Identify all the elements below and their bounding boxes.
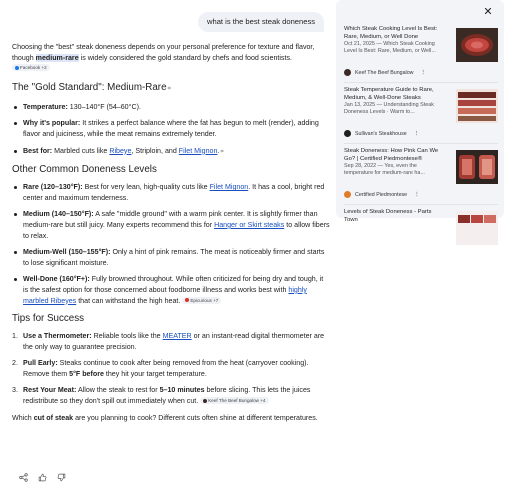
- site-name: Keef The Beef Bungalow: [355, 69, 414, 76]
- item-text: or an instant-read digital thermometer are the only way to guarantee precision.: [23, 332, 325, 351]
- response-actions: [18, 472, 66, 482]
- list-item: [12, 102, 330, 113]
- thumbs-up-button[interactable]: [37, 472, 47, 482]
- link-marbled-ribeyes[interactable]: highly marbled Ribeyes: [23, 285, 307, 305]
- item-text: Only a hint of pink remains. The meat is noticeably firmer and starts to lose significant moisture.: [23, 248, 325, 267]
- item-text: Reliable tools like the: [91, 332, 163, 341]
- item-text: to allow fibers to relax.: [23, 220, 330, 240]
- intro-highlight: medium-rare: [35, 53, 79, 62]
- list-item: [12, 182, 330, 203]
- source-site: [344, 130, 418, 137]
- steak-image: [456, 211, 498, 245]
- link-meater[interactable]: MEATER: [162, 332, 192, 341]
- item-text: .: [217, 146, 220, 155]
- link-hanger-skirt[interactable]: Hanger or Skirt steaks: [214, 220, 285, 229]
- more-icon[interactable]: ⋮: [414, 191, 419, 198]
- source-site: [344, 191, 419, 198]
- item-label: Pull Early:: [23, 359, 58, 368]
- steak-image: [456, 28, 498, 62]
- source-card[interactable]: [344, 83, 498, 144]
- source-snippet: Sep 28, 2022 — Yes, even the temperature for medium-rare ha...: [344, 163, 425, 177]
- list-item: [12, 331, 330, 352]
- link-filet-mignon[interactable]: Filet Mignon: [209, 183, 249, 192]
- source-thumbnail: [456, 211, 498, 245]
- chip-label: Keef The Beef Bungalow +4: [208, 398, 266, 404]
- link-icon[interactable]: ⌗: [167, 85, 171, 92]
- epicurious-icon: [185, 298, 189, 302]
- item-label: Why it's popular:: [23, 119, 81, 128]
- closing-text: Which: [12, 413, 34, 422]
- source-snippet: Oct 21, 2025 — Which Steak Cooking Level Is Best: Rare, Medium, or Well...: [344, 41, 436, 55]
- item-number: 3.: [12, 386, 18, 395]
- source-cards: [344, 22, 498, 266]
- item-label: Best for:: [23, 146, 53, 155]
- item-label: Rare (120–130°F):: [23, 183, 83, 192]
- intro-paragraph: [12, 42, 330, 74]
- item-bold: 5–10 minutes: [159, 386, 205, 395]
- share-icon: [19, 473, 28, 482]
- item-label: Rest Your Meat:: [23, 386, 77, 395]
- close-icon[interactable]: ✕: [483, 6, 493, 18]
- intro-text: Choosing the "best" steak doneness depends on your personal preference for texture and flavor, though: [12, 43, 315, 62]
- source-thumbnail: [456, 28, 498, 62]
- item-bold: 5°F before: [69, 369, 104, 378]
- source-chip-facebook[interactable]: [12, 64, 50, 71]
- item-text: Steaks continue to cook after being removed from the heat (carryover cooking). Remove them: [23, 359, 309, 378]
- item-label: Use a Thermometer:: [23, 332, 92, 341]
- item-text: A safe "middle ground" with a warm pink center. It is slightly firmer than medium-rare but still juicy. Many experts recommend this for: [23, 210, 318, 229]
- link-filet-mignon[interactable]: Filet Mignon: [178, 146, 218, 155]
- gold-list: [12, 102, 330, 157]
- heading-text: The "Gold Standard": Medium-Rare: [12, 81, 167, 93]
- source-chip-keef[interactable]: [200, 397, 268, 404]
- item-text: . It has a cool, bright red center and maximum tenderness.: [23, 183, 325, 202]
- item-text: It strikes a perfect balance where the fat has begun to melt (render), adding flavor and juiciness, while the meat remains extremely tender.: [23, 119, 319, 138]
- source-site: [344, 69, 425, 76]
- source-chip-epicurious[interactable]: [182, 297, 221, 304]
- source-snippet: Jan 13, 2025 — Understanding Steak Doneness Levels · Warm to...: [344, 102, 434, 116]
- source-card[interactable]: [344, 205, 498, 266]
- source-card[interactable]: [344, 22, 498, 83]
- steak-image: [456, 89, 498, 123]
- more-icon[interactable]: ⋮: [420, 69, 426, 76]
- thumbs-down-icon: [57, 473, 66, 482]
- item-text: Best for very lean, high-quality cuts like: [82, 183, 210, 192]
- site-favicon: [344, 69, 351, 76]
- source-card[interactable]: [344, 144, 498, 205]
- list-item: [12, 209, 330, 241]
- gold-standard-heading: [12, 81, 330, 96]
- site-name: Sullivan's Steakhouse: [355, 130, 407, 137]
- source-thumbnail: [456, 89, 498, 123]
- tips-list: [12, 331, 330, 407]
- list-item: [12, 118, 330, 139]
- list-item: [12, 358, 330, 379]
- site-favicon: [344, 191, 351, 198]
- list-item: [12, 247, 330, 268]
- item-text: Marbled cuts like: [52, 146, 110, 155]
- item-label: Well-Done (160°F+):: [23, 275, 90, 284]
- item-text: that can withstand the high heat.: [76, 296, 181, 305]
- item-text: Fully browned throughout. While often criticized for being dry and tough, it is the safest option for those concerned about foodborne illness and works best with: [23, 275, 324, 294]
- more-icon[interactable]: ⋮: [413, 130, 419, 137]
- item-text: they hit your target temperature.: [103, 369, 207, 378]
- thumbs-down-button[interactable]: [56, 472, 66, 482]
- facebook-icon: [15, 66, 19, 70]
- source-title: Steak Doneness: How Pink Can We Go? | Certified Piedmontese®: [344, 148, 439, 162]
- chip-label: Facebook +2: [20, 65, 47, 71]
- item-text: , Striploin, and: [131, 146, 179, 155]
- closing-text-end: are you planning to cook? Different cuts often shine at different temperatures.: [73, 413, 318, 422]
- other-list: [12, 182, 330, 306]
- share-button[interactable]: [18, 472, 28, 482]
- site-name: Certified Piedmontese: [355, 191, 408, 198]
- list-item: [12, 385, 330, 406]
- link-icon[interactable]: ⌗: [220, 148, 224, 155]
- intro-text-end: is widely considered the gold standard by chefs and food scientists.: [78, 53, 292, 62]
- list-item: [12, 274, 330, 306]
- item-number: 1.: [12, 332, 18, 341]
- heading-text: Tips for Success: [12, 313, 85, 325]
- item-text: 130–140°F (54–60°C).: [67, 102, 141, 111]
- heading-text: Other Common Doneness Levels: [12, 164, 157, 176]
- item-text: before slicing. This lets the juices redistribute so they don't spill out immediately when cut.: [23, 386, 311, 406]
- list-item: [12, 146, 330, 158]
- steak-image: [456, 150, 498, 184]
- chip-label: Epicurious +7: [190, 297, 219, 303]
- site-favicon: [344, 130, 351, 137]
- item-label: Medium (140–150°F):: [23, 210, 94, 219]
- user-query-bubble: what is the best steak doneness: [198, 12, 324, 32]
- source-thumbnail: [456, 150, 498, 184]
- link-ribeye[interactable]: Ribeye: [109, 146, 132, 155]
- tips-heading: [12, 312, 330, 325]
- item-text: Allow the steak to rest for: [76, 386, 160, 395]
- closing-bold: cut of steak: [33, 413, 74, 422]
- item-label: Medium-Well (150–155°F):: [23, 248, 111, 257]
- thumbs-up-icon: [38, 473, 47, 482]
- source-title: Levels of Steak Doneness - Parts Town: [344, 209, 432, 223]
- source-title: Steak Temperature Guide to Rare, Medium, & Well-Done Steaks: [344, 87, 434, 101]
- keef-icon: [203, 399, 207, 403]
- closing-paragraph: [12, 413, 330, 424]
- sources-panel: [336, 0, 504, 223]
- answer-content: [12, 42, 330, 430]
- other-levels-heading: [12, 163, 330, 176]
- item-number: 2.: [12, 359, 18, 368]
- source-title: Which Steak Cooking Level Is Best: Rare, Medium, or Well Done: [344, 26, 438, 40]
- item-label: Temperature:: [23, 102, 68, 111]
